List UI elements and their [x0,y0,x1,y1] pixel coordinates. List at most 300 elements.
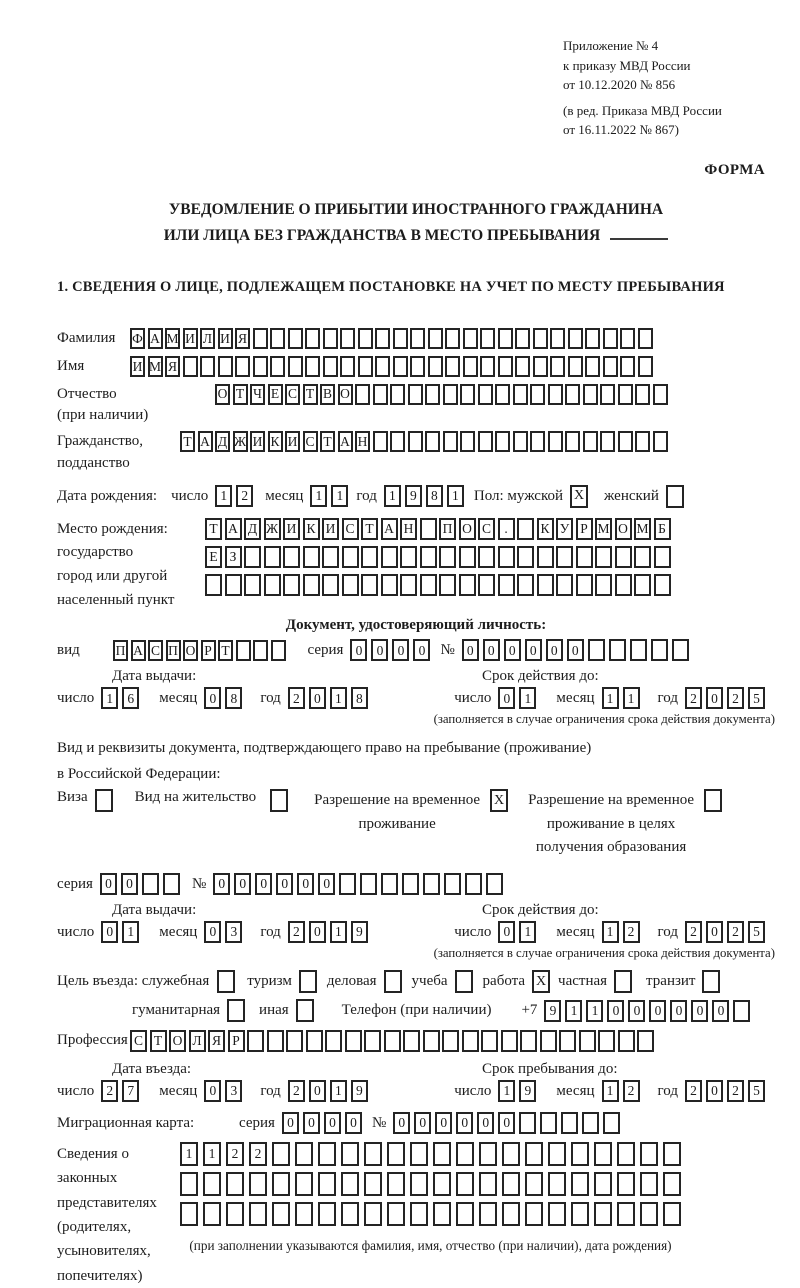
char-box[interactable] [325,1030,342,1052]
char-box[interactable] [341,1142,359,1166]
char-box[interactable] [495,384,510,405]
char-box[interactable] [403,1030,420,1052]
char-box[interactable] [322,574,339,596]
char-box[interactable]: 1 [623,687,640,709]
char-box[interactable] [550,356,565,377]
char-box[interactable]: С [130,1030,147,1052]
char-box[interactable] [295,1172,313,1196]
char-box[interactable] [585,328,600,349]
char-box[interactable] [537,574,554,596]
char-box[interactable] [502,1142,520,1166]
char-box[interactable] [253,640,268,661]
char-box[interactable] [322,546,339,568]
char-box[interactable]: Б [654,518,671,540]
char-box[interactable]: 0 [670,1000,687,1022]
char-box[interactable] [295,1142,313,1166]
char-box[interactable] [442,1030,459,1052]
char-box[interactable] [408,431,423,452]
char-box[interactable] [498,356,513,377]
char-box[interactable] [517,546,534,568]
char-box[interactable]: И [285,431,300,452]
char-box[interactable] [303,546,320,568]
char-box[interactable] [704,789,722,812]
char-box[interactable] [568,356,583,377]
char-box[interactable] [433,1172,451,1196]
char-box[interactable] [630,639,647,661]
char-box[interactable] [548,1142,566,1166]
char-box[interactable] [387,1202,405,1226]
char-box[interactable]: М [595,518,612,540]
char-box[interactable] [361,574,378,596]
char-box[interactable]: 1 [602,1080,619,1102]
char-box[interactable] [634,574,651,596]
char-box[interactable] [548,384,563,405]
char-box[interactable]: 0 [504,639,521,661]
char-box[interactable] [463,328,478,349]
char-box[interactable] [375,356,390,377]
char-box[interactable] [638,328,653,349]
char-box[interactable] [95,789,113,812]
char-box[interactable]: 2 [685,921,702,943]
char-box[interactable]: С [342,518,359,540]
char-box[interactable]: 0 [318,873,335,895]
char-box[interactable] [640,1202,658,1226]
char-box[interactable] [513,431,528,452]
char-box[interactable]: 2 [236,485,253,507]
char-box[interactable] [295,1202,313,1226]
char-box[interactable] [603,1112,620,1134]
char-box[interactable]: 2 [727,1080,744,1102]
char-box[interactable] [515,356,530,377]
char-box[interactable] [571,1202,589,1226]
char-box[interactable] [306,1030,323,1052]
char-box[interactable]: С [148,640,163,661]
char-box[interactable] [540,1030,557,1052]
char-box[interactable]: С [285,384,300,405]
char-box[interactable]: 1 [519,687,536,709]
char-box[interactable] [203,1202,221,1226]
char-box[interactable] [283,574,300,596]
char-box[interactable]: 1 [602,687,619,709]
char-box[interactable] [617,1142,635,1166]
char-box[interactable]: 0 [525,639,542,661]
char-box[interactable]: 0 [456,1112,473,1134]
char-box[interactable]: 0 [204,687,221,709]
char-box[interactable] [456,1142,474,1166]
char-box[interactable] [654,574,671,596]
char-box[interactable] [478,574,495,596]
char-box[interactable] [498,328,513,349]
char-box[interactable] [478,431,493,452]
char-box[interactable]: 2 [685,687,702,709]
char-box[interactable] [400,574,417,596]
char-box[interactable] [420,546,437,568]
char-box[interactable] [358,356,373,377]
char-box[interactable] [444,873,461,895]
char-box[interactable] [270,789,288,812]
char-box[interactable] [373,384,388,405]
char-box[interactable] [702,970,720,993]
char-box[interactable] [653,384,668,405]
char-box[interactable] [620,328,635,349]
char-box[interactable] [478,384,493,405]
char-box[interactable]: 0 [712,1000,729,1022]
char-box[interactable] [272,1202,290,1226]
char-box[interactable]: Ч [250,384,265,405]
char-box[interactable] [226,1172,244,1196]
char-box[interactable]: Т [150,1030,167,1052]
char-box[interactable]: Д [215,431,230,452]
char-box[interactable] [373,431,388,452]
char-box[interactable]: 0 [282,1112,299,1134]
char-box[interactable] [517,518,534,540]
char-box[interactable]: 0 [477,1112,494,1134]
char-box[interactable] [459,574,476,596]
char-box[interactable] [480,356,495,377]
char-box[interactable]: 0 [297,873,314,895]
char-box[interactable]: 7 [122,1080,139,1102]
char-box[interactable] [163,873,180,895]
char-box[interactable] [433,1142,451,1166]
char-box[interactable] [305,356,320,377]
char-box[interactable] [342,546,359,568]
char-box[interactable] [387,1142,405,1166]
char-box[interactable] [408,384,423,405]
char-box[interactable]: 0 [255,873,272,895]
char-box[interactable] [381,873,398,895]
char-box[interactable] [481,1030,498,1052]
char-box[interactable] [478,546,495,568]
char-box[interactable]: А [225,518,242,540]
char-box[interactable]: 0 [309,1080,326,1102]
char-box[interactable] [375,328,390,349]
char-box[interactable] [323,356,338,377]
char-box[interactable]: З [225,546,242,568]
char-box[interactable]: 6 [122,687,139,709]
char-box[interactable]: 0 [392,639,409,661]
char-box[interactable] [410,1142,428,1166]
char-box[interactable] [556,546,573,568]
char-box[interactable]: У [556,518,573,540]
char-box[interactable]: Л [189,1030,206,1052]
char-box[interactable]: 5 [748,1080,765,1102]
char-box[interactable]: М [634,518,651,540]
char-box[interactable] [393,328,408,349]
char-box[interactable] [288,356,303,377]
char-box[interactable]: 0 [303,1112,320,1134]
char-box[interactable] [525,1142,543,1166]
char-box[interactable]: 0 [706,687,723,709]
char-box[interactable] [459,546,476,568]
char-box[interactable]: 1 [565,1000,582,1022]
char-box[interactable] [305,328,320,349]
char-box[interactable]: 0 [414,1112,431,1134]
char-box[interactable] [360,873,377,895]
char-box[interactable] [270,328,285,349]
char-box[interactable]: 1 [215,485,232,507]
char-box[interactable] [502,1172,520,1196]
char-box[interactable]: 0 [309,687,326,709]
char-box[interactable] [525,1172,543,1196]
char-box[interactable] [733,1000,750,1022]
char-box[interactable] [520,1030,537,1052]
char-box[interactable] [663,1202,681,1226]
char-box[interactable]: 0 [393,1112,410,1134]
char-box[interactable]: 3 [225,921,242,943]
char-box[interactable] [594,1142,612,1166]
char-box[interactable] [410,1202,428,1226]
char-box[interactable] [495,431,510,452]
char-box[interactable] [420,574,437,596]
char-box[interactable] [498,546,515,568]
char-box[interactable] [236,640,251,661]
char-box[interactable] [244,574,261,596]
char-box[interactable] [576,574,593,596]
char-box[interactable] [425,384,440,405]
char-box[interactable] [235,356,250,377]
char-box[interactable]: 2 [288,1080,305,1102]
char-box[interactable]: О [615,518,632,540]
char-box[interactable] [583,384,598,405]
char-box[interactable] [142,873,159,895]
char-box[interactable]: 5 [748,687,765,709]
char-box[interactable] [502,1202,520,1226]
char-box[interactable]: И [283,518,300,540]
char-box[interactable]: Т [361,518,378,540]
char-box[interactable] [600,384,615,405]
char-box[interactable] [253,356,268,377]
char-box[interactable] [364,1142,382,1166]
char-box[interactable] [533,328,548,349]
char-box[interactable] [443,431,458,452]
char-box[interactable] [205,574,222,596]
char-box[interactable]: 0 [628,1000,645,1022]
char-box[interactable] [640,1142,658,1166]
char-box[interactable] [381,574,398,596]
char-box[interactable]: Л [200,328,215,349]
char-box[interactable]: 0 [234,873,251,895]
char-box[interactable] [227,999,245,1022]
char-box[interactable]: 0 [100,873,117,895]
char-box[interactable] [635,384,650,405]
char-box[interactable]: 9 [519,1080,536,1102]
char-box[interactable] [381,546,398,568]
char-box[interactable] [225,574,242,596]
char-box[interactable] [651,639,668,661]
char-box[interactable] [264,574,281,596]
char-box[interactable] [617,1202,635,1226]
char-box[interactable]: Ж [233,431,248,452]
char-box[interactable] [463,356,478,377]
char-box[interactable] [183,356,198,377]
char-box[interactable] [270,356,285,377]
char-box[interactable] [390,384,405,405]
char-box[interactable]: 1 [384,485,401,507]
char-box[interactable]: 9 [544,1000,561,1022]
char-box[interactable] [653,431,668,452]
char-box[interactable]: 9 [351,921,368,943]
char-box[interactable] [666,485,684,508]
char-box[interactable]: 1 [180,1142,198,1166]
char-box[interactable] [217,970,235,993]
char-box[interactable] [533,356,548,377]
char-box[interactable] [203,1172,221,1196]
char-box[interactable]: Т [205,518,222,540]
char-box[interactable]: 2 [623,1080,640,1102]
char-box[interactable]: Я [208,1030,225,1052]
char-box[interactable]: 0 [121,873,138,895]
char-box[interactable]: П [166,640,181,661]
char-box[interactable]: . [498,518,515,540]
char-box[interactable]: 0 [607,1000,624,1022]
char-box[interactable] [576,546,593,568]
char-box[interactable]: 1 [101,687,118,709]
char-box[interactable]: А [338,431,353,452]
char-box[interactable]: 9 [405,485,422,507]
char-box[interactable] [583,431,598,452]
char-box[interactable] [249,1172,267,1196]
char-box[interactable] [342,574,359,596]
char-box[interactable] [615,546,632,568]
char-box[interactable] [617,1172,635,1196]
char-box[interactable] [244,546,261,568]
char-box[interactable]: И [250,431,265,452]
char-box[interactable] [402,873,419,895]
char-box[interactable]: 1 [310,485,327,507]
char-box[interactable] [283,546,300,568]
char-box[interactable]: X [532,970,550,993]
char-box[interactable]: В [320,384,335,405]
char-box[interactable]: А [148,328,163,349]
char-box[interactable] [384,1030,401,1052]
char-box[interactable] [272,1142,290,1166]
char-box[interactable] [615,574,632,596]
char-box[interactable] [540,1112,557,1134]
char-box[interactable]: 8 [225,687,242,709]
char-box[interactable] [635,431,650,452]
char-box[interactable]: 1 [330,687,347,709]
char-box[interactable]: И [218,328,233,349]
char-box[interactable]: 2 [249,1142,267,1166]
char-box[interactable]: X [490,789,508,812]
char-box[interactable]: О [338,384,353,405]
char-box[interactable]: А [198,431,213,452]
char-box[interactable]: 8 [351,687,368,709]
char-box[interactable]: 1 [586,1000,603,1022]
char-box[interactable] [579,1030,596,1052]
char-box[interactable]: С [478,518,495,540]
char-box[interactable] [513,384,528,405]
char-box[interactable] [595,546,612,568]
char-box[interactable] [620,356,635,377]
char-box[interactable] [428,356,443,377]
char-box[interactable] [595,574,612,596]
char-box[interactable] [556,574,573,596]
char-box[interactable]: 0 [204,1080,221,1102]
char-box[interactable] [550,328,565,349]
char-box[interactable]: К [268,431,283,452]
char-box[interactable]: Я [235,328,250,349]
char-box[interactable]: 1 [122,921,139,943]
char-box[interactable]: Н [355,431,370,452]
char-box[interactable] [318,1142,336,1166]
char-box[interactable]: 2 [288,921,305,943]
char-box[interactable]: 0 [204,921,221,943]
char-box[interactable] [480,328,495,349]
char-box[interactable] [663,1172,681,1196]
char-box[interactable]: О [169,1030,186,1052]
char-box[interactable] [637,1030,654,1052]
char-box[interactable] [460,431,475,452]
char-box[interactable] [433,1202,451,1226]
char-box[interactable] [387,1172,405,1196]
char-box[interactable]: 0 [567,639,584,661]
char-box[interactable] [445,328,460,349]
char-box[interactable]: 1 [498,1080,515,1102]
char-box[interactable] [501,1030,518,1052]
char-box[interactable]: С [303,431,318,452]
char-box[interactable]: К [537,518,554,540]
char-box[interactable] [456,1172,474,1196]
char-box[interactable] [272,1172,290,1196]
char-box[interactable] [264,546,281,568]
char-box[interactable] [571,1142,589,1166]
char-box[interactable]: Р [201,640,216,661]
char-box[interactable] [384,970,402,993]
char-box[interactable] [318,1172,336,1196]
char-box[interactable] [530,431,545,452]
char-box[interactable]: 0 [213,873,230,895]
char-box[interactable]: П [113,640,128,661]
char-box[interactable] [465,873,482,895]
char-box[interactable]: 0 [546,639,563,661]
char-box[interactable] [618,384,633,405]
char-box[interactable] [582,1112,599,1134]
char-box[interactable] [618,431,633,452]
char-box[interactable] [548,1172,566,1196]
char-box[interactable] [361,546,378,568]
char-box[interactable] [618,1030,635,1052]
char-box[interactable]: 0 [435,1112,452,1134]
char-box[interactable] [571,1172,589,1196]
char-box[interactable]: И [322,518,339,540]
char-box[interactable] [603,328,618,349]
char-box[interactable] [634,546,651,568]
char-box[interactable] [423,873,440,895]
char-box[interactable] [515,328,530,349]
char-box[interactable] [423,1030,440,1052]
char-box[interactable]: Д [244,518,261,540]
char-box[interactable]: Ф [130,328,145,349]
char-box[interactable]: 0 [649,1000,666,1022]
char-box[interactable] [410,328,425,349]
char-box[interactable] [525,1202,543,1226]
char-box[interactable]: 1 [330,1080,347,1102]
char-box[interactable] [339,873,356,895]
char-box[interactable] [299,970,317,993]
char-box[interactable] [517,574,534,596]
char-box[interactable]: 2 [685,1080,702,1102]
char-box[interactable] [663,1142,681,1166]
char-box[interactable]: 1 [447,485,464,507]
char-box[interactable]: 0 [101,921,118,943]
char-box[interactable]: 1 [203,1142,221,1166]
char-box[interactable]: 0 [324,1112,341,1134]
char-box[interactable] [443,384,458,405]
char-box[interactable] [654,546,671,568]
char-box[interactable]: 0 [276,873,293,895]
char-box[interactable] [598,1030,615,1052]
